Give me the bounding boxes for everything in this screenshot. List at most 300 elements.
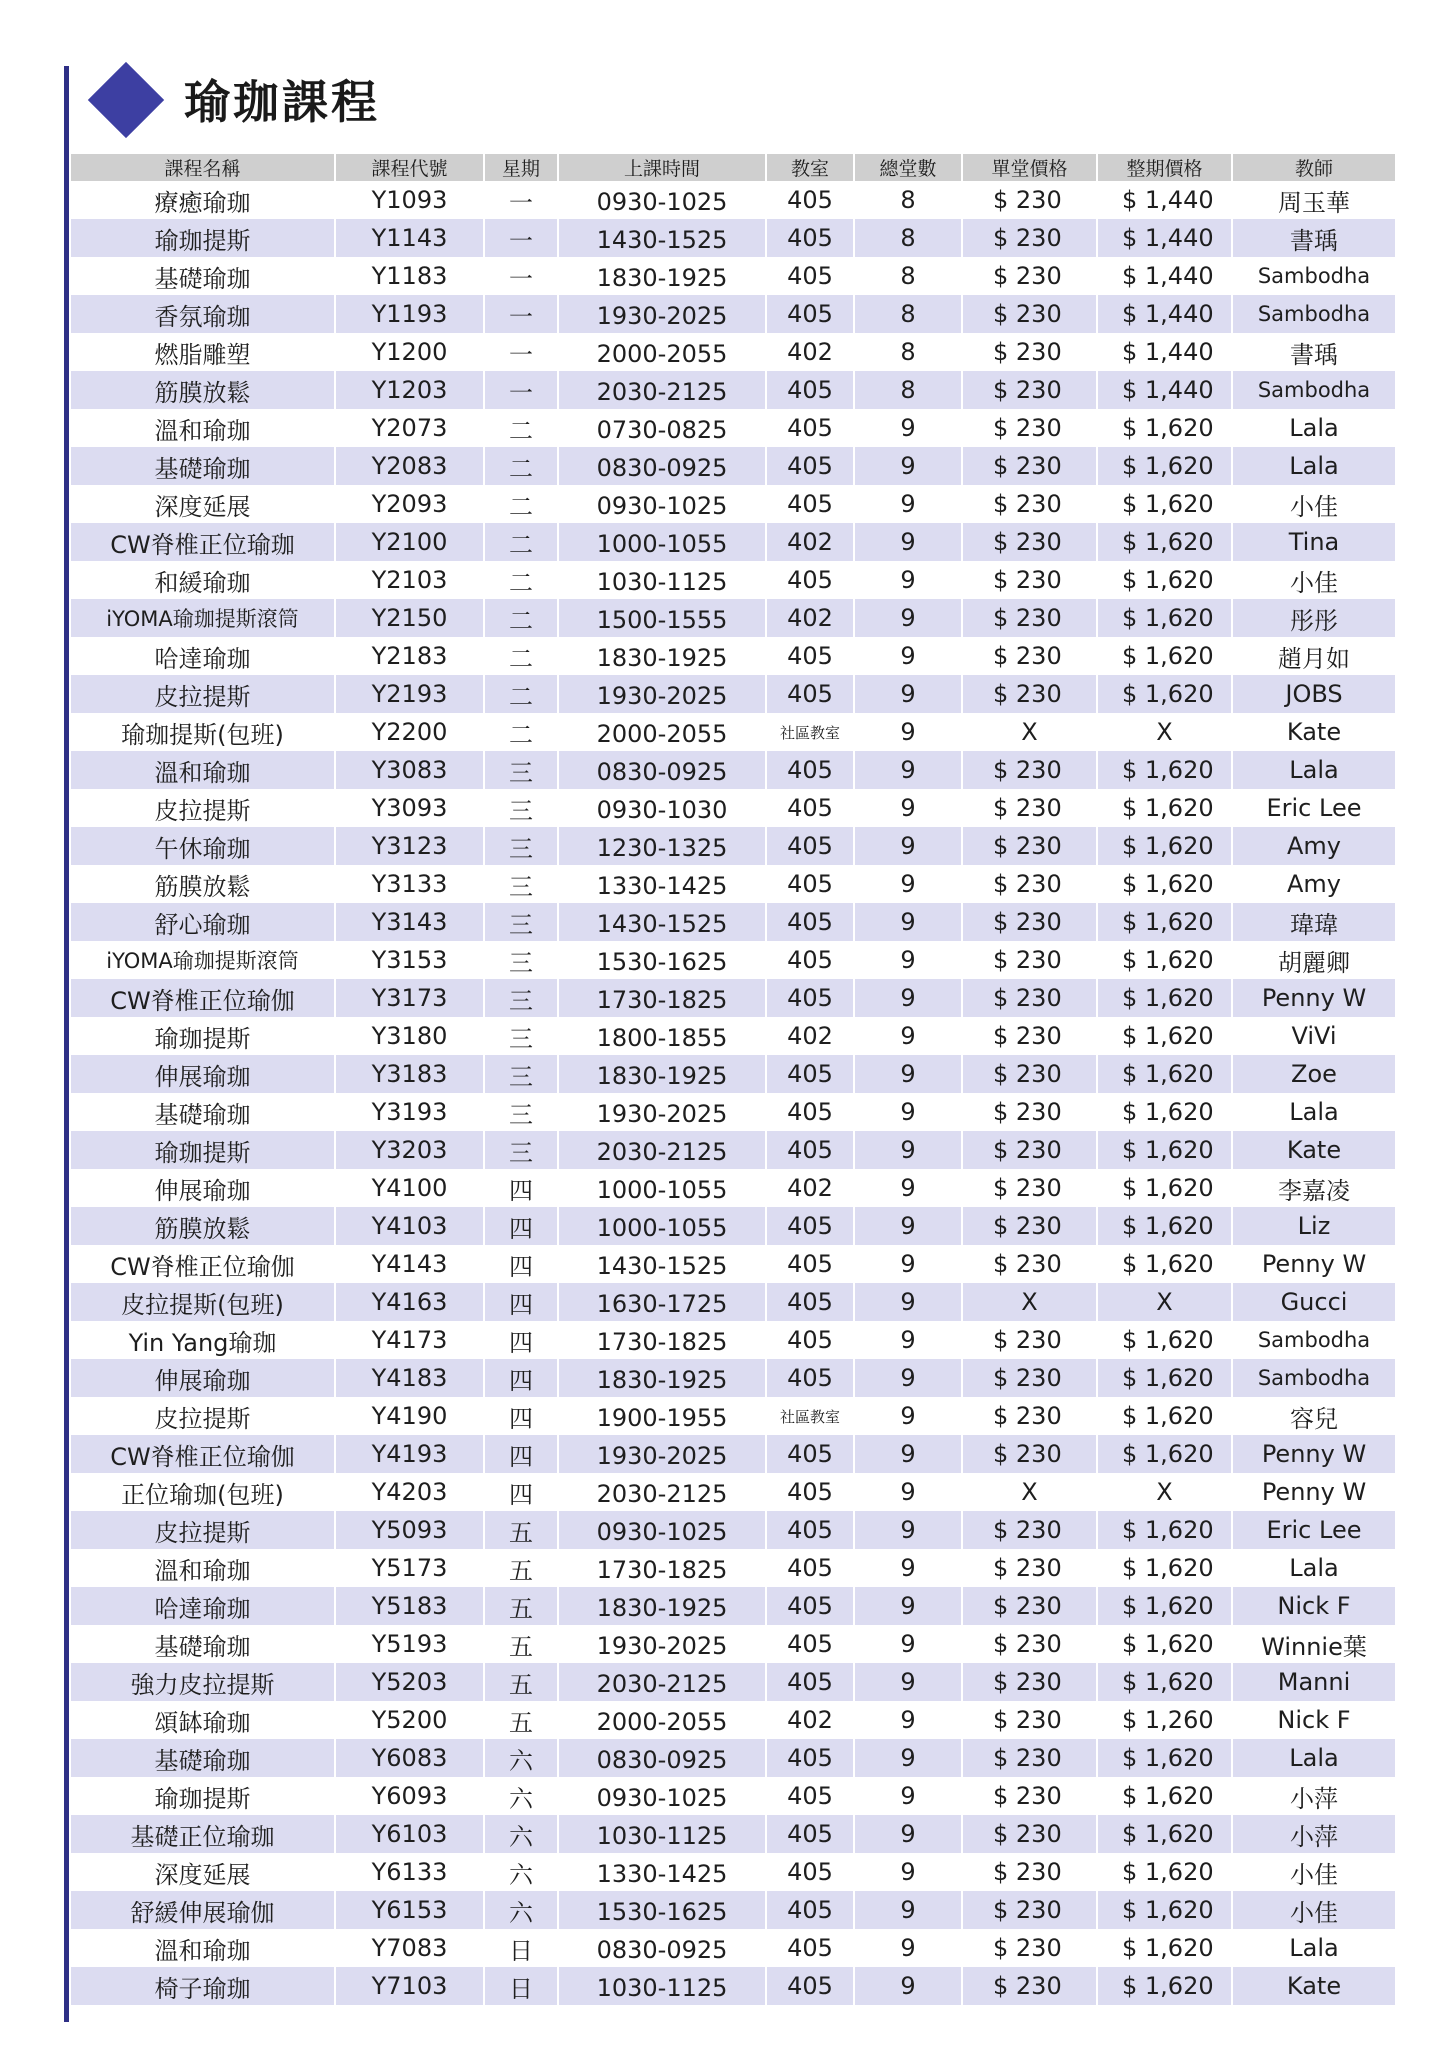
teacher-cell: 小佳 xyxy=(1233,1891,1395,1929)
session-count-cell: 9 xyxy=(855,941,963,979)
course-code-cell: Y3193 xyxy=(336,1093,485,1131)
course-code-cell: Y4103 xyxy=(336,1207,485,1245)
weekday-cell: 二 xyxy=(485,675,559,713)
full-price-cell: $ 1,620 xyxy=(1098,1777,1233,1815)
full-price-cell: $ 1,620 xyxy=(1098,1359,1233,1397)
classroom-cell: 402 xyxy=(767,333,855,371)
single-price-cell: $ 230 xyxy=(963,1625,1098,1663)
single-price-cell: $ 230 xyxy=(963,1017,1098,1055)
classroom-cell: 405 xyxy=(767,1587,855,1625)
class-time-cell: 1830-1925 xyxy=(559,637,767,675)
single-price-cell: $ 230 xyxy=(963,1131,1098,1169)
session-count-cell: 9 xyxy=(855,1169,963,1207)
class-time-cell: 1430-1525 xyxy=(559,219,767,257)
weekday-cell: 二 xyxy=(485,523,559,561)
session-count-cell: 9 xyxy=(855,751,963,789)
classroom-cell: 402 xyxy=(767,1017,855,1055)
left-accent-bar xyxy=(64,66,69,2022)
class-time-cell: 0830-0925 xyxy=(559,1929,767,1967)
class-time-cell: 1930-2025 xyxy=(559,1625,767,1663)
class-time-cell: 1030-1125 xyxy=(559,1815,767,1853)
table-row xyxy=(71,1549,1395,1587)
teacher-cell: Lala xyxy=(1233,447,1395,485)
full-price-cell: $ 1,620 xyxy=(1098,903,1233,941)
teacher-cell: Nick F xyxy=(1233,1587,1395,1625)
session-count-cell: 9 xyxy=(855,1131,963,1169)
class-time-cell: 1830-1925 xyxy=(559,1359,767,1397)
weekday-cell: 五 xyxy=(485,1549,559,1587)
course-name-cell: 哈達瑜珈 xyxy=(71,1587,336,1625)
class-time-cell: 0930-1030 xyxy=(559,789,767,827)
classroom-cell: 405 xyxy=(767,1283,855,1321)
session-count-cell: 9 xyxy=(855,789,963,827)
column-header-classroom: 教室 xyxy=(767,154,855,181)
course-code-cell: Y1200 xyxy=(336,333,485,371)
course-name-cell: 瑜珈提斯(包班) xyxy=(71,713,336,751)
session-count-cell: 9 xyxy=(855,447,963,485)
full-price-cell: $ 1,620 xyxy=(1098,1435,1233,1473)
table-row xyxy=(71,941,1395,979)
class-time-cell: 1530-1625 xyxy=(559,1891,767,1929)
full-price-cell: $ 1,620 xyxy=(1098,675,1233,713)
full-price-cell: $ 1,440 xyxy=(1098,295,1233,333)
session-count-cell: 9 xyxy=(855,1929,963,1967)
single-price-cell: X xyxy=(963,1473,1098,1511)
full-price-cell: $ 1,440 xyxy=(1098,257,1233,295)
single-price-cell: $ 230 xyxy=(963,979,1098,1017)
session-count-cell: 9 xyxy=(855,865,963,903)
full-price-cell: $ 1,620 xyxy=(1098,789,1233,827)
table-row xyxy=(71,1473,1395,1511)
single-price-cell: $ 230 xyxy=(963,1701,1098,1739)
teacher-cell: 小佳 xyxy=(1233,561,1395,599)
teacher-cell: Sambodha xyxy=(1233,371,1395,409)
single-price-cell: $ 230 xyxy=(963,447,1098,485)
full-price-cell: $ 1,620 xyxy=(1098,1663,1233,1701)
session-count-cell: 9 xyxy=(855,903,963,941)
full-price-cell: $ 1,440 xyxy=(1098,371,1233,409)
course-name-cell: 溫和瑜珈 xyxy=(71,751,336,789)
course-code-cell: Y1143 xyxy=(336,219,485,257)
class-time-cell: 1230-1325 xyxy=(559,827,767,865)
full-price-cell: $ 1,620 xyxy=(1098,1587,1233,1625)
class-time-cell: 1000-1055 xyxy=(559,1169,767,1207)
classroom-cell: 405 xyxy=(767,1625,855,1663)
full-price-cell: $ 1,620 xyxy=(1098,1245,1233,1283)
teacher-cell: Sambodha xyxy=(1233,295,1395,333)
course-name-cell: CW脊椎正位瑜伽 xyxy=(71,1245,336,1283)
class-time-cell: 0830-0925 xyxy=(559,1739,767,1777)
classroom-cell: 405 xyxy=(767,979,855,1017)
full-price-cell: $ 1,440 xyxy=(1098,219,1233,257)
full-price-cell: $ 1,620 xyxy=(1098,561,1233,599)
course-name-cell: 筋膜放鬆 xyxy=(71,865,336,903)
course-name-cell: 舒緩伸展瑜伽 xyxy=(71,1891,336,1929)
classroom-cell: 社區教室 xyxy=(767,1397,855,1435)
weekday-cell: 五 xyxy=(485,1587,559,1625)
single-price-cell: $ 230 xyxy=(963,1207,1098,1245)
single-price-cell: $ 230 xyxy=(963,1587,1098,1625)
table-row xyxy=(71,1853,1395,1891)
full-price-cell: $ 1,620 xyxy=(1098,1093,1233,1131)
table-row xyxy=(71,979,1395,1017)
full-price-cell: $ 1,620 xyxy=(1098,751,1233,789)
teacher-cell: 小萍 xyxy=(1233,1777,1395,1815)
table-row xyxy=(71,219,1395,257)
classroom-cell: 402 xyxy=(767,599,855,637)
course-name-cell: 皮拉提斯 xyxy=(71,1511,336,1549)
classroom-cell: 405 xyxy=(767,1891,855,1929)
course-code-cell: Y2193 xyxy=(336,675,485,713)
table-row xyxy=(71,827,1395,865)
weekday-cell: 四 xyxy=(485,1207,559,1245)
session-count-cell: 9 xyxy=(855,979,963,1017)
weekday-cell: 四 xyxy=(485,1283,559,1321)
course-code-cell: Y3093 xyxy=(336,789,485,827)
session-count-cell: 8 xyxy=(855,257,963,295)
page-title: 瑜珈課程 xyxy=(184,75,380,129)
table-row xyxy=(71,257,1395,295)
class-time-cell: 2030-2125 xyxy=(559,1131,767,1169)
teacher-cell: Lala xyxy=(1233,1549,1395,1587)
teacher-cell: Kate xyxy=(1233,713,1395,751)
course-name-cell: 筋膜放鬆 xyxy=(71,371,336,409)
weekday-cell: 日 xyxy=(485,1929,559,1967)
weekday-cell: 四 xyxy=(485,1435,559,1473)
table-row xyxy=(71,789,1395,827)
full-price-cell: $ 1,620 xyxy=(1098,1169,1233,1207)
teacher-cell: Amy xyxy=(1233,827,1395,865)
single-price-cell: $ 230 xyxy=(963,257,1098,295)
session-count-cell: 9 xyxy=(855,1777,963,1815)
class-time-cell: 1930-2025 xyxy=(559,1435,767,1473)
class-time-cell: 1500-1555 xyxy=(559,599,767,637)
full-price-cell: $ 1,620 xyxy=(1098,1055,1233,1093)
class-time-cell: 0730-0825 xyxy=(559,409,767,447)
course-code-cell: Y1093 xyxy=(336,181,485,219)
single-price-cell: $ 230 xyxy=(963,1549,1098,1587)
course-code-cell: Y2183 xyxy=(336,637,485,675)
single-price-cell: $ 230 xyxy=(963,485,1098,523)
class-time-cell: 1900-1955 xyxy=(559,1397,767,1435)
course-name-cell: iYOMA瑜珈提斯滾筒 xyxy=(71,599,336,637)
teacher-cell: Penny W xyxy=(1233,1435,1395,1473)
course-name-cell: 基礎瑜珈 xyxy=(71,1093,336,1131)
classroom-cell: 405 xyxy=(767,865,855,903)
full-price-cell: $ 1,620 xyxy=(1098,1929,1233,1967)
session-count-cell: 9 xyxy=(855,1017,963,1055)
column-header-session-count: 總堂數 xyxy=(855,154,963,181)
full-price-cell: $ 1,620 xyxy=(1098,1207,1233,1245)
weekday-cell: 五 xyxy=(485,1701,559,1739)
course-code-cell: Y1183 xyxy=(336,257,485,295)
course-name-cell: 皮拉提斯 xyxy=(71,789,336,827)
classroom-cell: 405 xyxy=(767,1549,855,1587)
classroom-cell: 405 xyxy=(767,903,855,941)
weekday-cell: 日 xyxy=(485,1967,559,2005)
class-time-cell: 1330-1425 xyxy=(559,1853,767,1891)
course-code-cell: Y2093 xyxy=(336,485,485,523)
weekday-cell: 三 xyxy=(485,1055,559,1093)
class-time-cell: 0830-0925 xyxy=(559,447,767,485)
class-time-cell: 2000-2055 xyxy=(559,1701,767,1739)
weekday-cell: 三 xyxy=(485,903,559,941)
course-name-cell: 深度延展 xyxy=(71,1853,336,1891)
course-code-cell: Y5203 xyxy=(336,1663,485,1701)
teacher-cell: Kate xyxy=(1233,1967,1395,2005)
class-time-cell: 2030-2125 xyxy=(559,1663,767,1701)
weekday-cell: 四 xyxy=(485,1397,559,1435)
course-name-cell: CW脊椎正位瑜伽 xyxy=(71,979,336,1017)
weekday-cell: 二 xyxy=(485,637,559,675)
weekday-cell: 二 xyxy=(485,409,559,447)
session-count-cell: 9 xyxy=(855,1321,963,1359)
course-name-cell: 香氛瑜珈 xyxy=(71,295,336,333)
teacher-cell: Nick F xyxy=(1233,1701,1395,1739)
course-name-cell: 伸展瑜珈 xyxy=(71,1169,336,1207)
weekday-cell: 三 xyxy=(485,1017,559,1055)
course-name-cell: 基礎瑜珈 xyxy=(71,1739,336,1777)
weekday-cell: 一 xyxy=(485,333,559,371)
course-name-cell: 療癒瑜珈 xyxy=(71,181,336,219)
classroom-cell: 405 xyxy=(767,1093,855,1131)
class-time-cell: 2030-2125 xyxy=(559,371,767,409)
single-price-cell: $ 230 xyxy=(963,1891,1098,1929)
classroom-cell: 405 xyxy=(767,181,855,219)
session-count-cell: 8 xyxy=(855,219,963,257)
single-price-cell: $ 230 xyxy=(963,1815,1098,1853)
table-row xyxy=(71,599,1395,637)
full-price-cell: $ 1,620 xyxy=(1098,865,1233,903)
weekday-cell: 三 xyxy=(485,979,559,1017)
table-row xyxy=(71,675,1395,713)
course-code-cell: Y6083 xyxy=(336,1739,485,1777)
course-name-cell: 深度延展 xyxy=(71,485,336,523)
course-name-cell: 燃脂雕塑 xyxy=(71,333,336,371)
classroom-cell: 405 xyxy=(767,1435,855,1473)
session-count-cell: 9 xyxy=(855,1739,963,1777)
session-count-cell: 9 xyxy=(855,561,963,599)
single-price-cell: $ 230 xyxy=(963,1777,1098,1815)
course-name-cell: 皮拉提斯(包班) xyxy=(71,1283,336,1321)
table-body xyxy=(71,181,1395,2005)
session-count-cell: 8 xyxy=(855,333,963,371)
table-row xyxy=(71,523,1395,561)
class-time-cell: 1830-1925 xyxy=(559,1055,767,1093)
classroom-cell: 405 xyxy=(767,219,855,257)
classroom-cell: 402 xyxy=(767,1701,855,1739)
course-code-cell: Y3133 xyxy=(336,865,485,903)
course-name-cell: 午休瑜珈 xyxy=(71,827,336,865)
session-count-cell: 9 xyxy=(855,1587,963,1625)
class-time-cell: 1930-2025 xyxy=(559,675,767,713)
teacher-cell: Sambodha xyxy=(1233,257,1395,295)
teacher-cell: 容兒 xyxy=(1233,1397,1395,1435)
column-header-single-price: 單堂價格 xyxy=(963,154,1098,181)
single-price-cell: $ 230 xyxy=(963,1359,1098,1397)
course-code-cell: Y3143 xyxy=(336,903,485,941)
session-count-cell: 9 xyxy=(855,1511,963,1549)
single-price-cell: $ 230 xyxy=(963,637,1098,675)
classroom-cell: 402 xyxy=(767,1169,855,1207)
course-name-cell: 瑜珈提斯 xyxy=(71,1777,336,1815)
single-price-cell: $ 230 xyxy=(963,1511,1098,1549)
course-code-cell: Y6093 xyxy=(336,1777,485,1815)
single-price-cell: $ 230 xyxy=(963,371,1098,409)
course-name-cell: Yin Yang瑜珈 xyxy=(71,1321,336,1359)
table-row xyxy=(71,751,1395,789)
full-price-cell: $ 1,620 xyxy=(1098,1853,1233,1891)
session-count-cell: 9 xyxy=(855,1625,963,1663)
single-price-cell: $ 230 xyxy=(963,1169,1098,1207)
session-count-cell: 9 xyxy=(855,1815,963,1853)
class-time-cell: 1030-1125 xyxy=(559,1967,767,2005)
classroom-cell: 405 xyxy=(767,561,855,599)
weekday-cell: 一 xyxy=(485,371,559,409)
single-price-cell: $ 230 xyxy=(963,827,1098,865)
full-price-cell: X xyxy=(1098,1473,1233,1511)
table-row xyxy=(71,1093,1395,1131)
weekday-cell: 二 xyxy=(485,713,559,751)
single-price-cell: $ 230 xyxy=(963,1929,1098,1967)
course-name-cell: 皮拉提斯 xyxy=(71,675,336,713)
course-name-cell: 正位瑜珈(包班) xyxy=(71,1473,336,1511)
full-price-cell: $ 1,620 xyxy=(1098,1739,1233,1777)
classroom-cell: 405 xyxy=(767,371,855,409)
session-count-cell: 9 xyxy=(855,1093,963,1131)
classroom-cell: 405 xyxy=(767,789,855,827)
course-name-cell: CW脊椎正位瑜伽 xyxy=(71,1435,336,1473)
table-row xyxy=(71,561,1395,599)
course-name-cell: 瑜珈提斯 xyxy=(71,1017,336,1055)
table-row xyxy=(71,1739,1395,1777)
teacher-cell: JOBS xyxy=(1233,675,1395,713)
single-price-cell: $ 230 xyxy=(963,1663,1098,1701)
teacher-cell: Eric Lee xyxy=(1233,1511,1395,1549)
course-name-cell: 基礎正位瑜珈 xyxy=(71,1815,336,1853)
weekday-cell: 一 xyxy=(485,181,559,219)
teacher-cell: 小萍 xyxy=(1233,1815,1395,1853)
full-price-cell: $ 1,260 xyxy=(1098,1701,1233,1739)
course-name-cell: 皮拉提斯 xyxy=(71,1397,336,1435)
session-count-cell: 8 xyxy=(855,371,963,409)
teacher-cell: Zoe xyxy=(1233,1055,1395,1093)
weekday-cell: 二 xyxy=(485,485,559,523)
teacher-cell: Eric Lee xyxy=(1233,789,1395,827)
class-time-cell: 1830-1925 xyxy=(559,257,767,295)
full-price-cell: $ 1,620 xyxy=(1098,1131,1233,1169)
class-time-cell: 1730-1825 xyxy=(559,1549,767,1587)
teacher-cell: 小佳 xyxy=(1233,1853,1395,1891)
course-code-cell: Y2200 xyxy=(336,713,485,751)
classroom-cell: 405 xyxy=(767,1321,855,1359)
session-count-cell: 9 xyxy=(855,1967,963,2005)
course-name-cell: 椅子瑜珈 xyxy=(71,1967,336,2005)
table-row xyxy=(71,447,1395,485)
course-code-cell: Y5200 xyxy=(336,1701,485,1739)
course-code-cell: Y4163 xyxy=(336,1283,485,1321)
session-count-cell: 9 xyxy=(855,599,963,637)
session-count-cell: 9 xyxy=(855,675,963,713)
table-row xyxy=(71,1891,1395,1929)
course-code-cell: Y7103 xyxy=(336,1967,485,2005)
single-price-cell: X xyxy=(963,1283,1098,1321)
course-name-cell: 筋膜放鬆 xyxy=(71,1207,336,1245)
table-row xyxy=(71,409,1395,447)
teacher-cell: Penny W xyxy=(1233,1245,1395,1283)
single-price-cell: X xyxy=(963,713,1098,751)
full-price-cell: $ 1,440 xyxy=(1098,181,1233,219)
teacher-cell: 瑋瑋 xyxy=(1233,903,1395,941)
course-code-cell: Y4143 xyxy=(336,1245,485,1283)
weekday-cell: 五 xyxy=(485,1663,559,1701)
course-name-cell: CW脊椎正位瑜珈 xyxy=(71,523,336,561)
single-price-cell: $ 230 xyxy=(963,675,1098,713)
teacher-cell: 李嘉凌 xyxy=(1233,1169,1395,1207)
class-time-cell: 1930-2025 xyxy=(559,295,767,333)
weekday-cell: 五 xyxy=(485,1625,559,1663)
weekday-cell: 三 xyxy=(485,1131,559,1169)
course-code-cell: Y3203 xyxy=(336,1131,485,1169)
teacher-cell: Sambodha xyxy=(1233,1359,1395,1397)
weekday-cell: 六 xyxy=(485,1777,559,1815)
course-name-cell: 頌缽瑜珈 xyxy=(71,1701,336,1739)
table-row xyxy=(71,1321,1395,1359)
full-price-cell: $ 1,620 xyxy=(1098,1625,1233,1663)
class-time-cell: 1800-1855 xyxy=(559,1017,767,1055)
single-price-cell: $ 230 xyxy=(963,1739,1098,1777)
weekday-cell: 六 xyxy=(485,1891,559,1929)
single-price-cell: $ 230 xyxy=(963,941,1098,979)
full-price-cell: $ 1,620 xyxy=(1098,1017,1233,1055)
single-price-cell: $ 230 xyxy=(963,599,1098,637)
classroom-cell: 405 xyxy=(767,1815,855,1853)
classroom-cell: 405 xyxy=(767,447,855,485)
weekday-cell: 三 xyxy=(485,865,559,903)
single-price-cell: $ 230 xyxy=(963,1967,1098,2005)
weekday-cell: 四 xyxy=(485,1473,559,1511)
class-time-cell: 1530-1625 xyxy=(559,941,767,979)
course-code-cell: Y1193 xyxy=(336,295,485,333)
full-price-cell: $ 1,620 xyxy=(1098,1397,1233,1435)
class-time-cell: 1930-2025 xyxy=(559,1093,767,1131)
single-price-cell: $ 230 xyxy=(963,1055,1098,1093)
class-time-cell: 1630-1725 xyxy=(559,1283,767,1321)
single-price-cell: $ 230 xyxy=(963,181,1098,219)
course-code-cell: Y3083 xyxy=(336,751,485,789)
single-price-cell: $ 230 xyxy=(963,1245,1098,1283)
table-row xyxy=(71,1359,1395,1397)
table-row xyxy=(71,1207,1395,1245)
table-row xyxy=(71,371,1395,409)
classroom-cell: 402 xyxy=(767,523,855,561)
table-row xyxy=(71,1169,1395,1207)
classroom-cell: 405 xyxy=(767,675,855,713)
teacher-cell: Lala xyxy=(1233,1739,1395,1777)
column-header-teacher: 教師 xyxy=(1233,154,1395,181)
course-code-cell: Y3153 xyxy=(336,941,485,979)
teacher-cell: Lala xyxy=(1233,1929,1395,1967)
single-price-cell: $ 230 xyxy=(963,333,1098,371)
weekday-cell: 六 xyxy=(485,1815,559,1853)
teacher-cell: Penny W xyxy=(1233,1473,1395,1511)
single-price-cell: $ 230 xyxy=(963,903,1098,941)
weekday-cell: 三 xyxy=(485,789,559,827)
column-header-full-price: 整期價格 xyxy=(1098,154,1233,181)
course-name-cell: 基礎瑜珈 xyxy=(71,1625,336,1663)
course-code-cell: Y6153 xyxy=(336,1891,485,1929)
classroom-cell: 405 xyxy=(767,1207,855,1245)
